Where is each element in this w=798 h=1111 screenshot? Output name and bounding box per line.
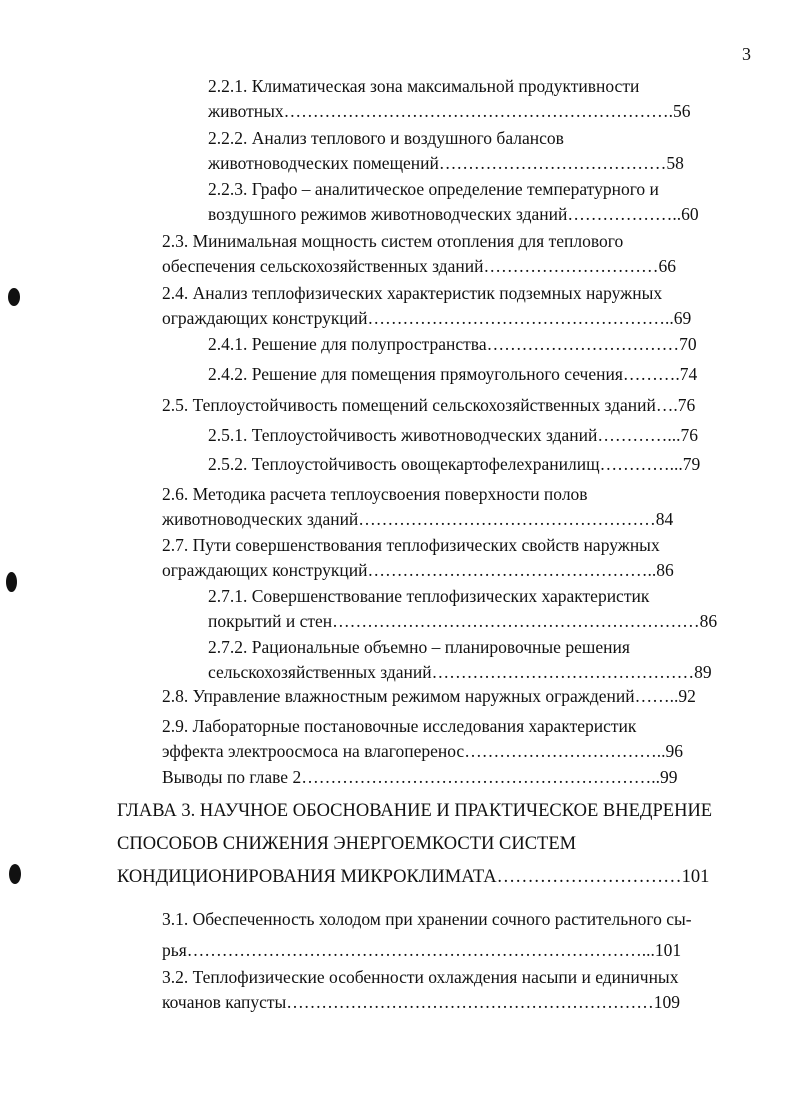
toc-entry-title: 2.9. Лабораторные постановочные исследования характеристик [162, 716, 637, 736]
toc-entry-conclusions-2 [162, 765, 677, 790]
toc-entry-2-4-1 [208, 332, 697, 357]
toc-entry-title: 2.4.2. Решение для помещения прямоугольного сечения……….74 [208, 364, 698, 384]
toc-entry-title: 2.2.2. Анализ теплового и воздушного балансов [208, 128, 564, 148]
toc-entry-2-4 [162, 281, 691, 331]
page-number: 3 [742, 44, 751, 64]
toc-entry-2-5-2 [208, 452, 700, 477]
toc-entry-continuation: покрытий и стен………………………………………………………86 [208, 611, 718, 631]
scan-hole-mark [8, 288, 20, 306]
toc-entry-2-9 [162, 714, 683, 764]
toc-entry-2-8 [162, 684, 696, 709]
scan-hole-mark [9, 864, 21, 884]
toc-entry-continuation: кочанов капусты………………………………………………………109 [162, 992, 681, 1012]
toc-entry-continuation: обеспечения сельскохозяйственных зданий…………………………66 [162, 256, 676, 276]
toc-entry-3-1 [162, 904, 692, 966]
toc-entry-title: 2.7.1. Совершенствование теплофизических характеристик [208, 586, 650, 606]
toc-entry-title: ГЛАВА 3. НАУЧНОЕ ОБОСНОВАНИЕ И ПРАКТИЧЕСКОЕ ВНЕДРЕНИЕ [117, 801, 713, 821]
toc-entry-title: 2.6. Методика расчета теплоусвоения поверхности полов [162, 484, 588, 504]
toc-entry-title: 2.3. Минимальная мощность систем отопления для теплового [162, 231, 624, 251]
toc-entry-title: 2.7.2. Рациональные объемно – планировочные решения [208, 637, 630, 657]
toc-entry-continuation: сельскохозяйственных зданий………………………………………89 [208, 662, 712, 682]
toc-entry-continuation: рья……………………………………………………………………...101 [162, 940, 682, 960]
toc-entry-continuation: СПОСОБОВ СНИЖЕНИЯ ЭНЕРГОЕМКОСТИ СИСТЕМ [117, 834, 577, 854]
toc-entry-continuation: ограждающих конструкций……………………………………………..69 [162, 308, 692, 328]
toc-entry-continuation: животноводческих помещений…………………………………58 [208, 153, 684, 173]
toc-entry-continuation: животных………………………………………………………….56 [208, 101, 691, 121]
toc-entry-continuation: ограждающих конструкций…………………………………………..86 [162, 560, 674, 580]
toc-entry-2-2-1 [208, 74, 691, 124]
toc-entry-title: 2.5.2. Теплоустойчивость овощекартофелехранилищ…………...79 [208, 454, 701, 474]
toc-entry-2-2-3 [208, 177, 699, 227]
toc-entry-2-7-2 [208, 635, 712, 685]
toc-entry-title: Выводы по главе 2……………………………………………………..99 [162, 767, 678, 787]
toc-entry-2-2-2 [208, 126, 684, 176]
toc-entry-title: 2.7. Пути совершенствования теплофизических свойств наружных [162, 535, 660, 555]
toc-entry-2-5-1 [208, 423, 698, 448]
toc-entry-title: 2.4.1. Решение для полупространства……………………………70 [208, 334, 697, 354]
toc-entry-title: 2.2.3. Графо – аналитическое определение температурного и [208, 179, 659, 199]
toc-entry-title: 3.1. Обеспеченность холодом при хранении сочного растительного сы- [162, 909, 692, 929]
toc-entry-title: 2.8. Управление влажностным режимом наружных ограждений……..92 [162, 686, 696, 706]
toc-entry-title: 2.5.1. Теплоустойчивость животноводческих зданий…………...76 [208, 425, 698, 445]
toc-entry-2-3 [162, 229, 676, 279]
toc-entry-3-2 [162, 965, 680, 1015]
toc-entry-title: 2.2.1. Климатическая зона максимальной продуктивности [208, 76, 640, 96]
toc-entry-continuation: эффекта электроосмоса на влагоперенос……………………………..96 [162, 741, 683, 761]
toc-entry-2-4-2 [208, 362, 697, 387]
toc-entry-title: 2.4. Анализ теплофизических характеристик подземных наружных [162, 283, 663, 303]
toc-entry-title: 2.5. Теплоустойчивость помещений сельскохозяйственных зданий….76 [162, 395, 696, 415]
toc-entry-2-7-1 [208, 584, 717, 634]
toc-entry-title: 3.2. Теплофизические особенности охлаждения насыпи и единичных [162, 967, 679, 987]
toc-entry-continuation: КОНДИЦИОНИРОВАНИЯ МИКРОКЛИМАТА…………………………101 [117, 867, 710, 887]
toc-entry-2-6 [162, 482, 673, 532]
toc-entry-continuation: животноводческих зданий……………………………………………84 [162, 509, 674, 529]
toc-entry-continuation: воздушного режимов животноводческих зданий………………..60 [208, 204, 699, 224]
scan-hole-mark [6, 572, 17, 592]
toc-entry-2-7 [162, 533, 674, 583]
toc-entry-chapter-3 [117, 795, 712, 894]
toc-entry-2-5 [162, 393, 695, 418]
